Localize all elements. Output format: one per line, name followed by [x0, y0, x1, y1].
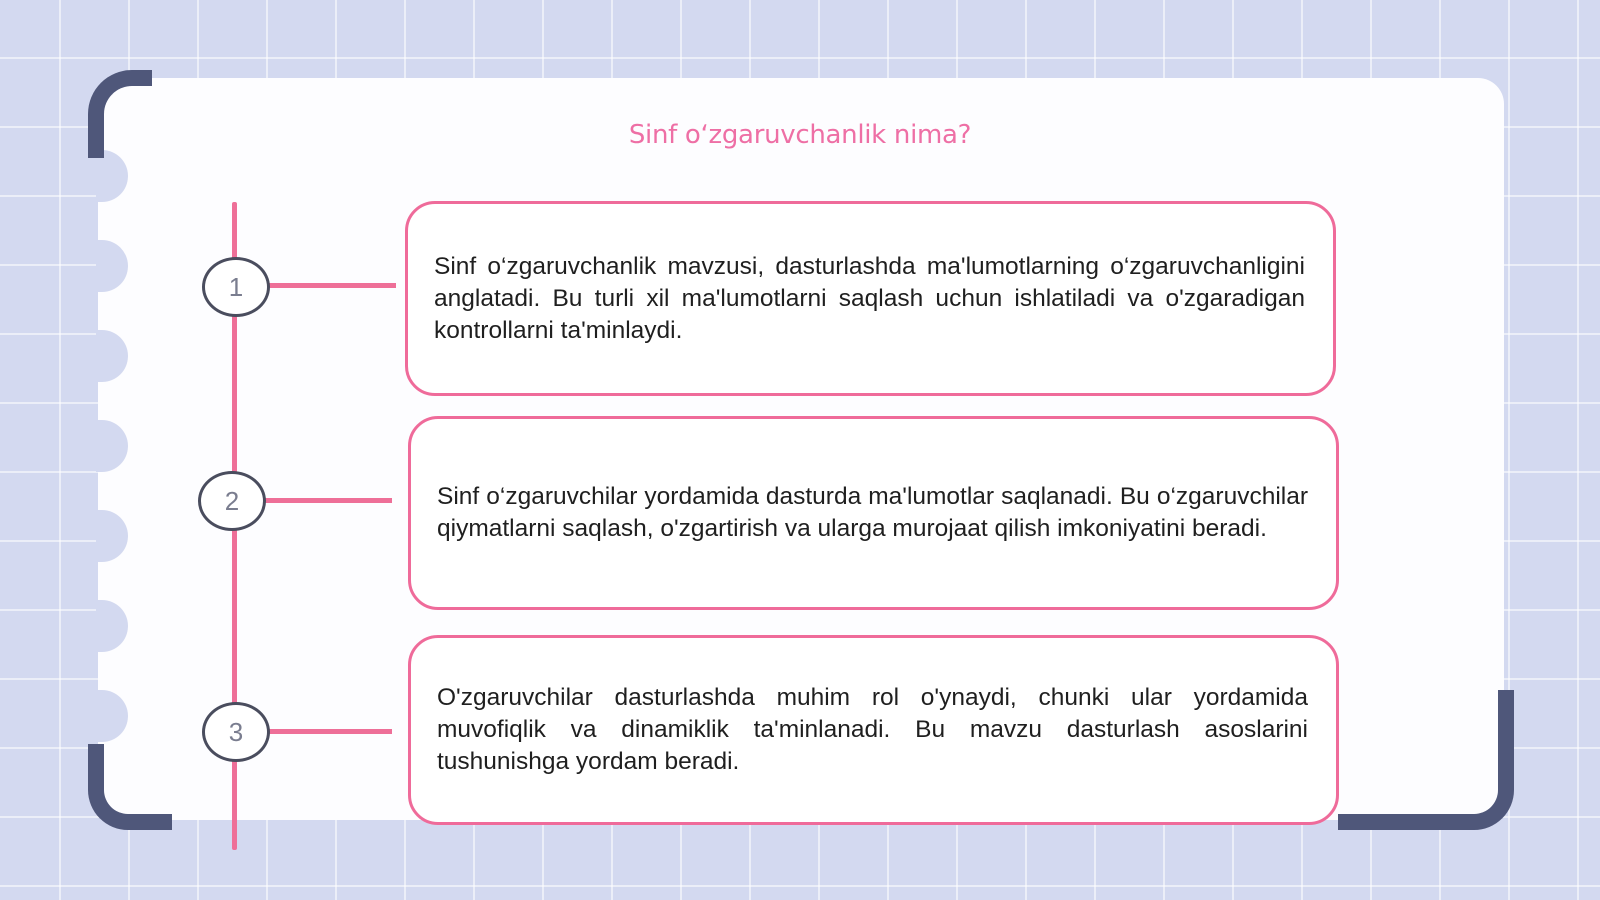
- timeline-marker-3: [202, 702, 270, 762]
- timeline-connector-2: [262, 498, 392, 503]
- timeline-item-3: [408, 635, 1339, 825]
- timeline-marker-1: [202, 257, 270, 317]
- timeline-connector-1: [266, 283, 396, 288]
- timeline-number-3: 3: [228, 716, 244, 747]
- timeline-text-1: Sinf o‘zgaruvchanlik mavzusi, dasturlashda ma'lumotlarning o‘zgaruvchanligini anglatadi. Bu turli xil ma'lumotlarni saqlash uchun ishlatiladi va o'zgaradigan kontrollarni ta'minlaydi.: [434, 252, 1305, 344]
- timeline-marker-2: [198, 471, 266, 531]
- timeline-text-2: Sinf o‘zgaruvchilar yordamida dasturda ma'lumotlar saqlanadi. Bu o‘zgaruvchilar qiymatlarni saqlash, o'zgartirish va ularga murojaat qilish imkoniyatini beradi.: [437, 483, 1308, 542]
- timeline-number-1: 1: [228, 271, 244, 302]
- frame-corner-bottom-right: [1338, 690, 1514, 830]
- frame-corner-bottom-left: [88, 744, 172, 830]
- timeline-item-2: [408, 416, 1339, 610]
- timeline-text-3: O'zgaruvchilar dasturlashda muhim rol o'ynaydi, chunki ular yordamida muvofiqlik va dinamiklik ta'minlanadi. Bu mavzu dasturlash asoslarini tushunishga yordam beradi.: [437, 684, 1308, 775]
- timeline-item-1: [405, 201, 1336, 396]
- slide-title: Sinf oʻzgaruvchanlik nima?: [628, 120, 972, 150]
- timeline-number-2: 2: [224, 485, 240, 516]
- timeline-connector-3: [266, 729, 392, 734]
